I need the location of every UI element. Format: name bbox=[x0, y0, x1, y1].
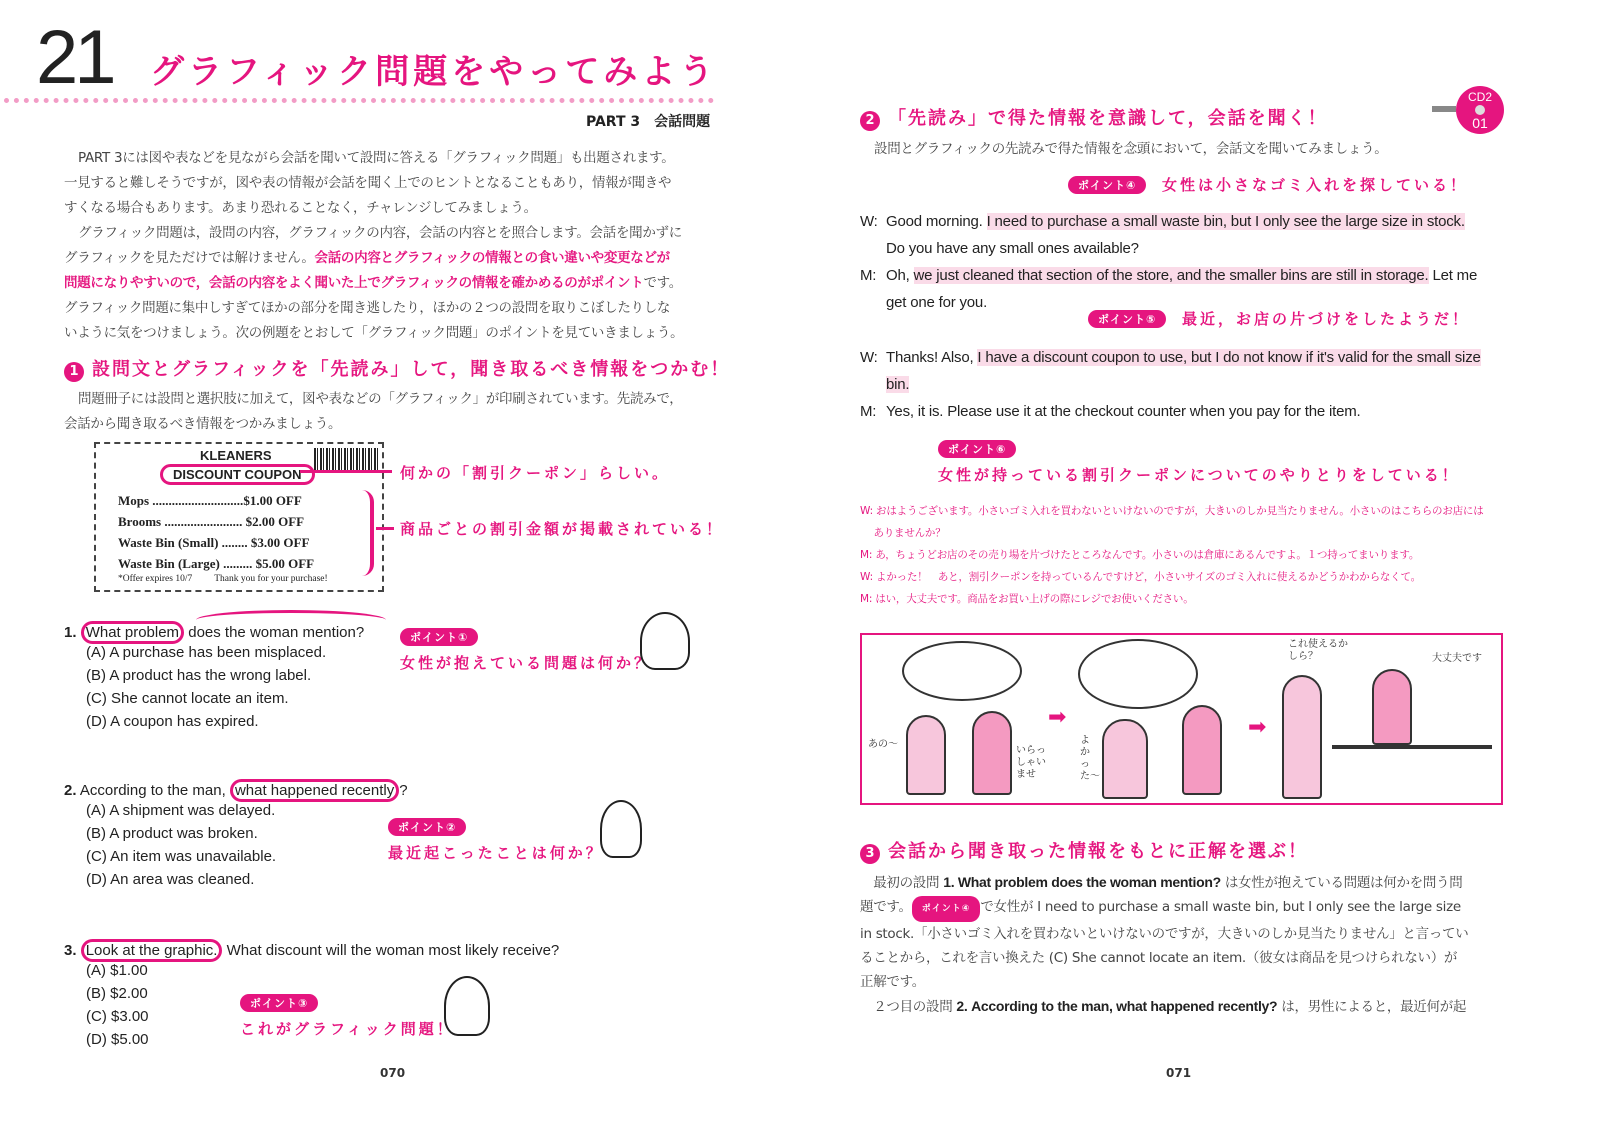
disc-icon bbox=[1475, 105, 1485, 115]
speaker: W: bbox=[860, 213, 878, 230]
answer-option: (C) She cannot locate an item. bbox=[86, 690, 289, 707]
body-line: 問題冊子には設問と選択肢に加えて，図や表などの「グラフィック」が印刷されています。先読みで， bbox=[78, 391, 683, 407]
intro-line: グラフィック問題に集中しすぎてほかの部分を聞き逃したり，ほかの２つの設問を取りこぼしたりしな bbox=[64, 300, 671, 316]
speech-text: よかった〜 bbox=[1080, 735, 1100, 782]
point-badge: ポイント④ bbox=[1068, 176, 1146, 194]
coupon-item-name: Mops ............................ bbox=[118, 493, 244, 508]
section-title: 会話から聞き取った情報をもとに正解を選ぶ！ bbox=[888, 841, 1308, 862]
translation-line: W: おはようございます。小さいゴミ入れを買わないといけないのですが，大きいのしか見当たりません。小さいのはこちらのお店には bbox=[860, 505, 1484, 517]
arrow-icon: ➡ bbox=[1048, 705, 1067, 730]
clerk-figure bbox=[972, 711, 1012, 795]
question-1 bbox=[64, 624, 384, 733]
body-text: 題です。 bbox=[860, 899, 912, 915]
dialogue-line bbox=[860, 344, 1510, 371]
part-label: PART 3 会話問題 bbox=[586, 114, 711, 130]
coupon-item-price: $2.00 OFF bbox=[245, 514, 305, 529]
intro-line: グラフィックを見ただけでは解けません。 bbox=[64, 250, 315, 266]
intro-line: です。 bbox=[643, 275, 682, 291]
point-badge: ポイント⑤ bbox=[1088, 310, 1166, 328]
body-text: ２つ目の設問 bbox=[860, 999, 957, 1015]
answer-option: (C) An item was unavailable. bbox=[86, 848, 277, 865]
point-note: 最近起こったことは何か？ bbox=[388, 844, 604, 862]
coupon-item-price: $1.00 OFF bbox=[243, 493, 302, 508]
section-1-body bbox=[64, 387, 724, 437]
dialogue-line bbox=[860, 262, 1510, 289]
body-text: ることから，これを言い換えた (C) She cannot locate an item.（彼女は商品を見つけられない）が bbox=[860, 950, 1458, 966]
point-badge: ポイント② bbox=[388, 818, 466, 836]
speech-text: 大丈夫です bbox=[1432, 653, 1482, 664]
answer-option: (D) An area was cleaned. bbox=[86, 871, 255, 888]
question-text: ? bbox=[399, 782, 408, 799]
point-note: 女性が持っている割引クーポンについてのやりとりをしている！ bbox=[938, 466, 1460, 484]
section-2-body: 設問とグラフィックの先読みで得た情報を念頭において，会話文を聞いてみましょう。 bbox=[874, 141, 1388, 157]
section-3-heading bbox=[860, 837, 1308, 864]
translation-line: M: はい，大丈夫です。商品をお買い上げの際にレジでお使いください。 bbox=[860, 593, 1194, 605]
speaker: W: bbox=[860, 349, 878, 366]
body-line: 会話から聞き取るべき情報をつかみましょう。 bbox=[64, 416, 342, 432]
point-note: 女性が抱えている問題は何か？ bbox=[400, 654, 653, 672]
thought-bubble bbox=[902, 641, 1022, 701]
body-text: は女性が抱えている問題は何かを問う問 bbox=[1220, 875, 1463, 891]
answer-option: (D) A coupon has expired. bbox=[86, 713, 259, 730]
question-ref: 2. According to the man, what happened recently? bbox=[956, 998, 1278, 1014]
question-number: 3. bbox=[64, 942, 77, 959]
section-title: 設問文とグラフィックを「先読み」して，聞き取るべき情報をつかむ！ bbox=[92, 359, 731, 380]
speaker: M: bbox=[860, 267, 877, 284]
intro-line: 一見すると難しそうですが，図や表の情報が会話を聞く上でのヒントとなることもあり，情報が聞きや bbox=[64, 175, 672, 191]
answer-option: (A) A purchase has been misplaced. bbox=[86, 644, 327, 661]
coupon-item bbox=[118, 532, 314, 553]
dialogue-text: Do you have any small ones available? bbox=[886, 240, 1139, 257]
coupon-item bbox=[118, 511, 314, 532]
answer-option: (C) $3.00 bbox=[86, 1008, 149, 1025]
section-2-heading bbox=[860, 104, 1328, 131]
coupon-store: KLEANERS bbox=[200, 448, 272, 463]
coupon-note-2: 商品ごとの割引金額が掲載されている！ bbox=[400, 520, 725, 538]
circled-keyword: Look at the graphic. bbox=[81, 939, 223, 962]
answer-option: (B) A product has the wrong label. bbox=[86, 667, 312, 684]
cd-track-badge bbox=[1456, 86, 1504, 134]
discount-coupon bbox=[94, 442, 384, 592]
page-number-right: 071 bbox=[1166, 1066, 1192, 1080]
question-text: does the woman mention? bbox=[184, 624, 365, 641]
point-badge: ポイント④ bbox=[912, 896, 981, 922]
speech-text: いらっしゃいませ bbox=[1016, 745, 1046, 780]
clerk-figure bbox=[1182, 705, 1222, 795]
question-ref: 1. What problem does the woman mention? bbox=[943, 874, 1221, 890]
speech-text: これ使えるかしら？ bbox=[1288, 639, 1348, 662]
intro-line: すくなる場合もあります。あまり恐れることなく，チャレンジしてみましょう。 bbox=[64, 200, 537, 216]
answer-option: (B) $2.00 bbox=[86, 985, 148, 1002]
translation bbox=[860, 500, 1510, 610]
coupon-expiry: *Offer expires 10/7 bbox=[118, 574, 193, 584]
question-number: 1. bbox=[64, 624, 77, 641]
section-3-body bbox=[860, 870, 1510, 1019]
coupon-item-name: Waste Bin (Large) ......... bbox=[118, 556, 253, 571]
clerk-figure bbox=[1372, 669, 1412, 745]
answer-option: (A) $1.00 bbox=[86, 962, 148, 979]
circled-keyword: What problem bbox=[81, 621, 184, 644]
point-badge: ポイント③ bbox=[240, 994, 318, 1012]
woman-figure bbox=[1102, 719, 1148, 799]
dialogue-text: Thanks! Also, bbox=[886, 349, 978, 366]
section-number: 2 bbox=[860, 111, 880, 131]
dialogue-line bbox=[860, 398, 1510, 425]
annotation-line bbox=[300, 470, 392, 473]
woman-figure bbox=[906, 715, 946, 795]
coupon-item-name: Waste Bin (Small) ........ bbox=[118, 535, 248, 550]
section-1-heading bbox=[64, 355, 730, 382]
bracket-mark bbox=[362, 490, 374, 576]
coupon-item-price: $5.00 OFF bbox=[255, 556, 315, 571]
intro-highlight: 問題になりやすいので，会話の内容をよく聞いた上でグラフィックの情報を確かめるのがポイント bbox=[64, 275, 644, 291]
dialogue-line bbox=[860, 208, 1510, 235]
cd-label: CD2 bbox=[1467, 90, 1492, 104]
woman-figure bbox=[1282, 675, 1322, 799]
coupon-item bbox=[118, 490, 314, 511]
translation-line: ありませんか？ bbox=[860, 527, 946, 539]
point-note: 最近，お店の片づけをしたようだ！ bbox=[1182, 310, 1471, 328]
arrow-icon bbox=[1432, 106, 1456, 112]
intro-line: PART 3には図や表などを見ながら会話を聞いて設問に答える「グラフィック問題」も出題されます。 bbox=[78, 150, 675, 166]
barcode-icon bbox=[314, 448, 378, 470]
speech-text: あの〜 bbox=[868, 739, 898, 750]
annotation-line bbox=[376, 527, 394, 530]
coupon-item bbox=[118, 553, 314, 574]
comic-illustration bbox=[860, 633, 1503, 805]
question-number: 2. bbox=[64, 782, 77, 799]
dialogue-text: Let me bbox=[1428, 267, 1478, 284]
counter bbox=[1332, 745, 1492, 749]
highlighted-text: bin. bbox=[886, 376, 910, 393]
cd-track: 01 bbox=[1472, 115, 1488, 131]
coupon-item-name: Brooms ........................ bbox=[118, 514, 243, 529]
body-text: in stock.「小さいゴミ入れを買わないといけないのですが，大きいのしか見当たりません」と言ってい bbox=[860, 926, 1469, 942]
body-text: で女性が I need to purchase a small waste bin, but I only see the large size bbox=[980, 899, 1461, 915]
body-text: 最初の設問 bbox=[860, 875, 944, 891]
arrow-icon bbox=[196, 610, 386, 630]
intro-paragraph bbox=[64, 146, 724, 346]
woman-illustration bbox=[444, 976, 490, 1036]
intro-highlight: 会話の内容とグラフィックの情報との食い違いや変更などが bbox=[314, 250, 670, 266]
question-text: According to the man, bbox=[79, 782, 230, 799]
coupon-note-1: 何かの「割引クーポン」らしい。 bbox=[400, 464, 671, 482]
coupon-thanks: Thank you for your purchase! bbox=[214, 574, 328, 584]
woman-illustration bbox=[600, 800, 642, 858]
highlighted-text: I have a discount coupon to use, but I do not know if it's valid for the small size bbox=[977, 349, 1481, 366]
dialogue-text: Oh, bbox=[886, 267, 914, 284]
point-badge: ポイント① bbox=[400, 628, 478, 646]
highlighted-text: we just cleaned that section of the store, and the smaller bins are still in storage. bbox=[913, 267, 1429, 284]
arrow-icon: ➡ bbox=[1248, 715, 1267, 740]
section-title: 「先読み」で得た情報を意識して，会話を聞く！ bbox=[888, 108, 1328, 129]
dialogue-text: get one for you. bbox=[886, 294, 988, 311]
dialogue-text: Yes, it is. Please use it at the checkout counter when you pay for the item. bbox=[886, 403, 1361, 420]
section-number: 3 bbox=[860, 844, 880, 864]
section-number: 1 bbox=[64, 362, 84, 382]
coupon-title: DISCOUNT COUPON bbox=[160, 464, 315, 485]
chapter-number: 21 bbox=[36, 15, 113, 100]
intro-line: いように気をつけましょう。次の例題をとおして「グラフィック問題」のポイントを見ていきましょう。 bbox=[64, 325, 684, 341]
question-text: What discount will the woman most likely receive? bbox=[222, 942, 560, 959]
body-text: 正解です。 bbox=[860, 974, 925, 990]
point-note: これがグラフィック問題！ bbox=[240, 1020, 455, 1038]
intro-line: グラフィック問題は，設問の内容，グラフィックの内容，会話の内容とを照合します。会話を聞かずに bbox=[78, 225, 682, 241]
speaker: M: bbox=[860, 403, 877, 420]
page-number-left: 070 bbox=[380, 1066, 406, 1080]
storage-bubble bbox=[1078, 639, 1198, 709]
dotted-divider bbox=[4, 98, 714, 103]
highlighted-text: I need to purchase a small waste bin, but I only see the large size in stock. bbox=[986, 213, 1465, 230]
answer-option: (B) A product was broken. bbox=[86, 825, 258, 842]
answer-option: (D) $5.00 bbox=[86, 1031, 149, 1048]
translation-line: W: よかった！ あと，割引クーポンを持っているんですけど，小さいサイズのゴミ入れに使えるかどうかわからなくて。 bbox=[860, 571, 1421, 583]
body-text: は，男性によると，最近何が起 bbox=[1277, 999, 1467, 1015]
circled-keyword: what happened recently bbox=[230, 779, 399, 802]
answer-option: (A) A shipment was delayed. bbox=[86, 802, 276, 819]
page-title: グラフィック問題をやってみよう bbox=[150, 52, 718, 92]
woman-illustration bbox=[640, 612, 690, 670]
coupon-item-price: $3.00 OFF bbox=[250, 535, 310, 550]
question-2 bbox=[64, 782, 408, 891]
translation-line: M: あ，ちょうどお店のその売り場を片づけたところなんです。小さいのは倉庫にあるんですよ。１つ持ってまいります。 bbox=[860, 549, 1420, 561]
dialogue-text: Good morning. bbox=[886, 213, 987, 230]
point-badge: ポイント⑥ bbox=[938, 440, 1016, 458]
point-note: 女性は小さなゴミ入れを探している！ bbox=[1162, 176, 1469, 194]
